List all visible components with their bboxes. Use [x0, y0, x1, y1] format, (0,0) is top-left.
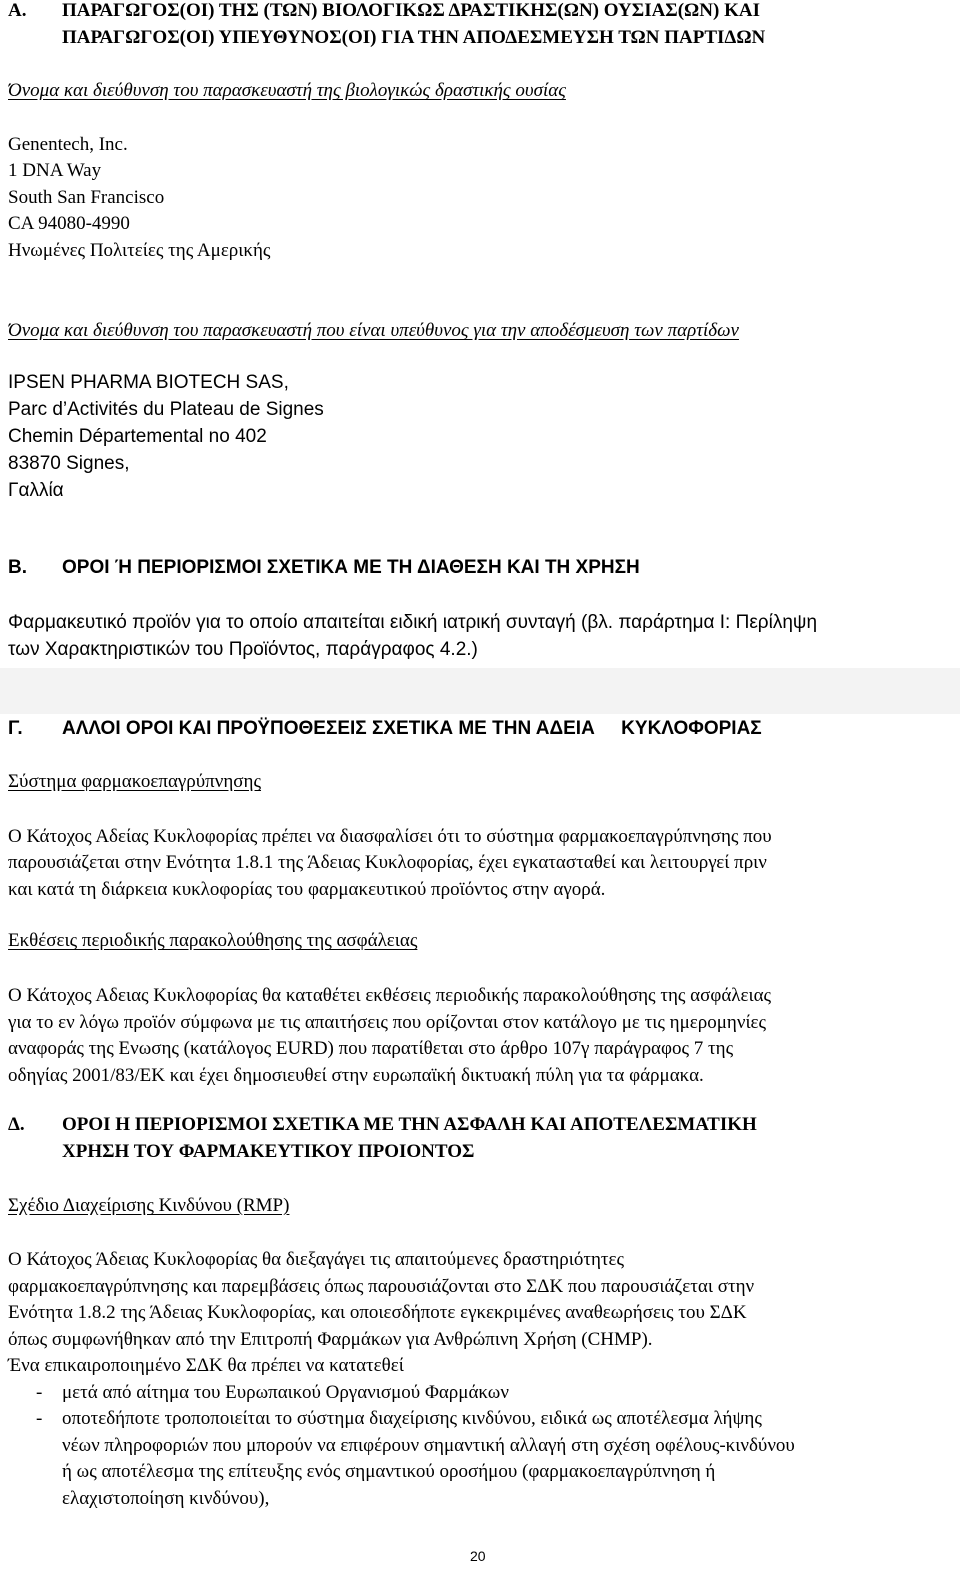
pharmacovigilance-body-line: και κατά τη διάρκεια κυκλοφορίας του φαρμακευτικού προϊόντος στην αγορά. — [8, 879, 606, 900]
section-c-title: ΑΛΛΟΙ ΟΡΟΙ ΚΑΙ ΠΡΟΫΠΟΘΕΣΕΙΣ ΣΧΕΤΙΚΑ ΜΕ ΤΗΝ ΑΔΕΙΑ ΚΥΚΛΟΦΟΡΙΑΣ — [62, 718, 762, 739]
rmp-body-line: Ο Κάτοχος Άδειας Κυκλοφορίας θα διεξαγάγει τις απαιτούμενες δραστηριότητες — [8, 1249, 625, 1270]
section-b-body-line: των Χαρακτηριστικών του Προϊόντος, παράγραφος 4.2.) — [8, 639, 478, 660]
list-item-continuation: ελαχιστοποίηση κινδύνου), — [62, 1488, 270, 1509]
psur-body-line: αναφοράς της Ενωσης (κατάλογος EURD) που παρατίθεται στο άρθρο 107γ παράγραφος 7 της — [8, 1038, 734, 1059]
list-item-continuation: ή ως αποτέλεσμα της επίτευξης ενός σημαντικού οροσήμου (φαρμακοεπαγρύπνηση ή — [62, 1461, 716, 1482]
psur-body-line: οδηγίας 2001/83/ΕΚ και έχει δημοσιευθεί στην ευρωπαϊκή δικτυακή πύλη για τα φάρμακα. — [8, 1065, 704, 1086]
page-number: 20 — [470, 1548, 486, 1564]
section-d-title-line-1: ΟΡΟΙ Η ΠΕΡΙΟΡΙΣΜΟΙ ΣΧΕΤΙΚΑ ΜΕ ΤΗΝ ΑΣΦΑΛΗ ΚΑΙ ΑΠΟΤΕΛΕΣΜΑΤΙΚΗ — [62, 1114, 757, 1135]
pharmacovigilance-heading: Σύστημα φαρμακοεπαγρύπνησης — [8, 771, 262, 792]
section-d-title-line-2: ΧΡΗΣΗ ΤΟΥ ΦΑΡΜΑΚΕΥΤΙΚΟΥ ΠΡΟΙΟΝΤΟΣ — [62, 1141, 475, 1162]
pharmacovigilance-body-line: Ο Κάτοχος Αδείας Κυκλοφορίας πρέπει να διασφαλίσει ότι το σύστημα φαρμακοεπαγρύπνησης που — [8, 826, 772, 847]
rmp-body-line: Ένα επικαιροποιημένο ΣΔΚ θα πρέπει να κατατεθεί — [8, 1355, 404, 1376]
section-b-title: ΟΡΟΙ Ή ΠΕΡΙΟΡΙΣΜΟΙ ΣΧΕΤΙΚΑ ΜΕ ΤΗ ΔΙΑΘΕΣΗ ΚΑΙ ΤΗ ΧΡΗΣΗ — [62, 557, 640, 578]
section-a-title-line-1: ΠΑΡΑΓΩΓΟΣ(ΟΙ) ΤΗΣ (ΤΩΝ) ΒΙΟΛΟΓΙΚΩΣ ΔΡΑΣΤΙΚΗΣ(ΩΝ) ΟΥΣΙΑΣ(ΩΝ) ΚΑΙ — [62, 0, 760, 21]
rmp-body-line: όπως συμφωνήθηκαν από την Επιτροπή Φαρμάκων για Ανθρώπινη Χρήση (CHMP). — [8, 1329, 653, 1350]
section-c-marker: Γ. — [8, 718, 23, 739]
bio-manufacturer-address-line: South San Francisco — [8, 187, 165, 208]
section-d-marker: Δ. — [8, 1114, 25, 1135]
blank-band — [0, 668, 960, 714]
psur-heading: Εκθέσεις περιοδικής παρακολούθησης της ασφάλειας — [8, 930, 418, 951]
bullet-dash: - — [36, 1382, 43, 1403]
section-a-marker: A. — [8, 0, 27, 21]
list-item: οποτεδήποτε τροποποιείται το σύστημα διαχείρισης κινδύνου, ειδικά ως αποτέλεσμα λήψης — [62, 1408, 762, 1429]
bio-manufacturer-address-line: Ηνωμένες Πολιτείες της Αμερικής — [8, 240, 271, 261]
release-manufacturer-address-line: 83870 Signes, — [8, 453, 130, 474]
rmp-heading: Σχέδιο Διαχείρισης Κινδύνου (RMP) — [8, 1195, 290, 1216]
pharmacovigilance-body-line: παρουσιάζεται στην Ενότητα 1.8.1 της Άδειας Κυκλοφορίας, έχει εγκατασταθεί και λειτουργεί πριν — [8, 852, 767, 873]
rmp-body-line: φαρμακοεπαγρύπνησης και παρεμβάσεις όπως παρουσιάζονται στο ΣΔΚ που παρουσιάζεται στην — [8, 1276, 755, 1297]
bio-manufacturer-address-line: 1 DNA Way — [8, 160, 102, 181]
psur-body-line: για το εν λόγω προϊόν σύμφωνα με τις απαιτήσεις που ορίζονται στον κατάλογο με τις ημερομηνίες — [8, 1012, 767, 1033]
list-item: μετά από αίτημα του Ευρωπαικού Οργανισμού Φαρμάκων — [62, 1382, 509, 1403]
bio-manufacturer-address-line: CA 94080-4990 — [8, 213, 130, 234]
bio-manufacturer-heading: Όνομα και διεύθυνση του παρασκευαστή της βιολογικώς δραστικής ουσίας — [8, 80, 566, 101]
rmp-body-line: Ενότητα 1.8.2 της Άδειας Κυκλοφορίας, και οποιεσδήποτε εγκεκριμένες αναθεωρήσεις του ΣΔΚ — [8, 1302, 747, 1323]
bio-manufacturer-address-line: Genentech, Inc. — [8, 134, 128, 155]
section-b-body-line: Φαρμακευτικό προϊόν για το οποίο απαιτείται ειδική ιατρική συνταγή (βλ. παράρτημα Ι: Περίληψη — [8, 612, 818, 633]
bullet-dash: - — [36, 1408, 43, 1429]
section-b-marker: Β. — [8, 557, 27, 578]
release-manufacturer-address-line: IPSEN PHARMA BIOTECH SAS, — [8, 372, 289, 393]
psur-body-line: Ο Κάτοχος Αδειας Κυκλοφορίας θα καταθέτει εκθέσεις περιοδικής παρακολούθησης της ασφάλειας — [8, 985, 772, 1006]
release-manufacturer-address-line: Γαλλία — [8, 480, 64, 501]
list-item-continuation: νέων πληροφοριών που μπορούν να επιφέρουν σημαντική αλλαγή στη σχέση οφέλους-κινδύνου — [62, 1435, 795, 1456]
section-a-title-line-2: ΠΑΡΑΓΩΓΟΣ(ΟΙ) ΥΠΕΥΘΥΝΟΣ(ΟΙ) ΓΙΑ ΤΗΝ ΑΠΟΔΕΣΜΕΥΣΗ ΤΩΝ ΠΑΡΤΙΔΩΝ — [62, 27, 766, 48]
release-manufacturer-heading: Όνομα και διεύθυνση του παρασκευαστή που είναι υπεύθυνος για την αποδέσμευση των παρτίδων — [8, 320, 739, 341]
release-manufacturer-address-line: Parc d’Activités du Plateau de Signes — [8, 399, 324, 420]
release-manufacturer-address-line: Chemin Départemental no 402 — [8, 426, 267, 447]
